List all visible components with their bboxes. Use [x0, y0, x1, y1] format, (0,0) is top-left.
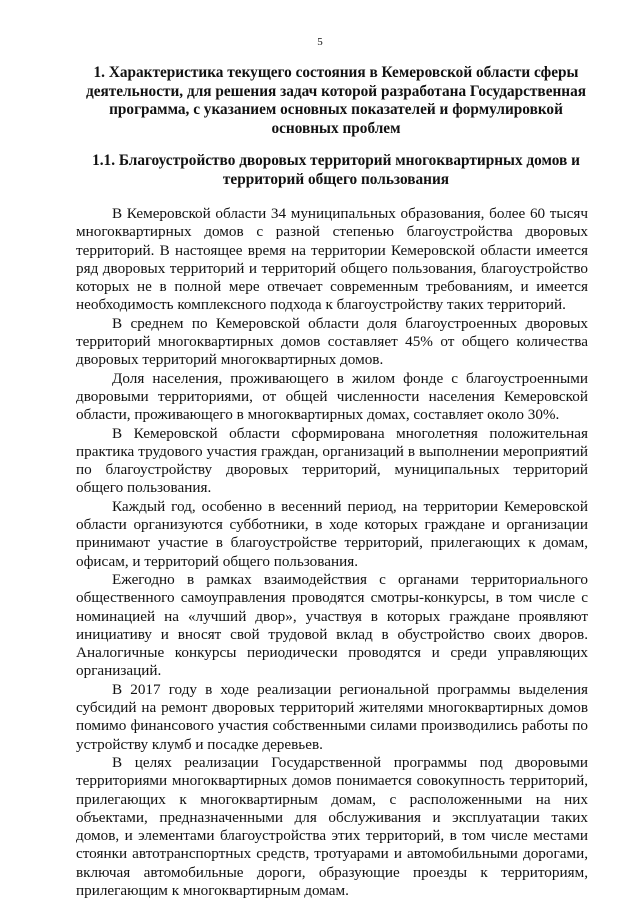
- paragraph: В Кемеровской области сформирована многолетняя положительная практика трудового участия граждан, организаций в выполнении мероприятий по благоустройству дворовых территорий, муниципальных территорий общего пользования.: [76, 424, 588, 497]
- paragraph: Ежегодно в рамках взаимодействия с органами территориального общественного самоуправления проводятся смотры-конкурсы, в том числе с номинацией на «лучший двор», участвуя в которых граждане проявляют инициативу и вносят свой трудовой вклад в обустройство своих дворов. Аналогичные конкурсы периодически проводятся и среди управляющих организаций.: [76, 570, 588, 680]
- page-number: 5: [317, 36, 323, 48]
- paragraph: В Кемеровской области 34 муниципальных образования, более 60 тысяч многоквартирных домов с разной степенью благоустройства дворовых территорий. В настоящее время на территории Кемеровской области имеется ряд дворовых территорий и территорий общего пользования, благоустройство которых не в полной мере отвечает современным требованиям, и имеется необходимость комплексного подхода к благоустройству таких территорий.: [76, 205, 588, 314]
- body-text: [76, 205, 588, 900]
- subsection-heading: 1.1. Благоустройство дворовых территорий многоквартирных домов и территорий общего пользования: [92, 152, 580, 188]
- section-heading: 1. Характеристика текущего состояния в Кемеровской области сферы деятельности, для решения задач которой разработана Государственная программа, с указанием основных показателей и формулировкой основных проблем: [85, 64, 587, 137]
- paragraph: В 2017 году в ходе реализации региональной программы выделения субсидий на ремонт дворовых территорий жителями многоквартирных домов помимо финансового участия собственными силами производились работы по устройству клумб и посадке деревьев.: [76, 680, 588, 753]
- paragraph: Каждый год, особенно в весенний период, на территории Кемеровской области организуются субботники, в ходе которых граждане и организации принимают участие в благоустройстве территорий, прилегающих к домам, офисам, и территорий общего пользования.: [76, 497, 588, 570]
- paragraph: Доля населения, проживающего в жилом фонде с благоустроенными дворовыми территориями, от общей численности населения Кемеровской области, проживающего в многоквартирных домах, составляет около 30%.: [76, 369, 588, 424]
- paragraph: В целях реализации Государственной программы под дворовыми территориями многоквартирных домов понимается совокупность территорий, прилегающих к многоквартирным домам, с расположенными на них объектами, предназначенными для обслуживания и эксплуатации таких домов, и элементами благоустройства этих территорий, в том числе местами стоянки автотранспортных средств, тротуарами и автомобильными дорогами, включая автомобильные дороги, образующие проезды к территориям, прилегающим к многоквартирным домам.: [76, 753, 588, 899]
- paragraph: В среднем по Кемеровской области доля благоустроенных дворовых территорий многоквартирных домов составляет 45% от общего количества дворовых территорий многоквартирных домов.: [76, 314, 588, 369]
